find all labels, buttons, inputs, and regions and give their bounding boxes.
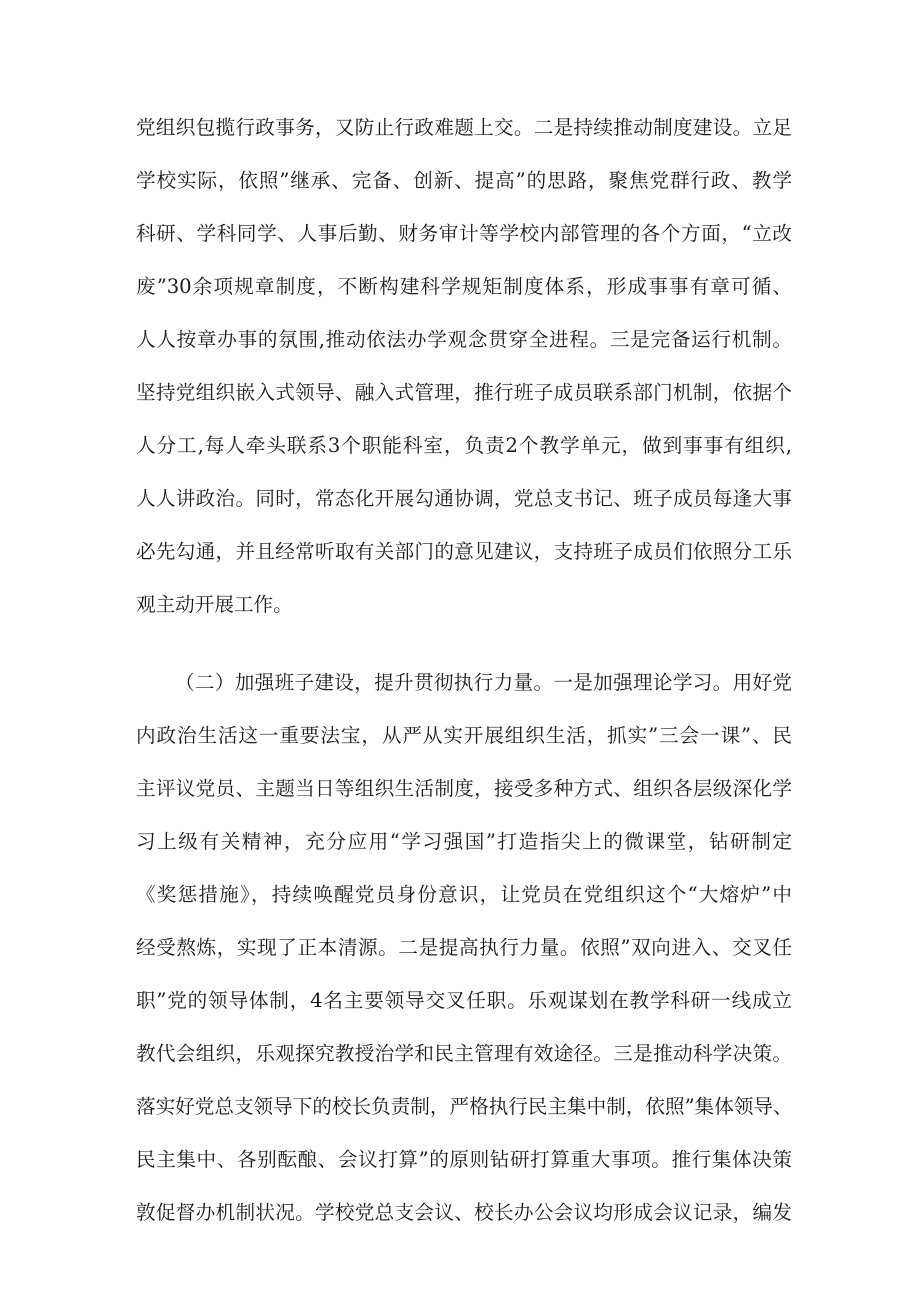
text-line: 习上级有关精神，充分应用“学习强国”打造指尖上的微课堂，钻研制定 xyxy=(136,830,792,853)
text-line: 必先勾通，并且经常听取有关部门的意见建议，支持班子成员们依照分工乐 xyxy=(136,540,792,563)
text-line: 主评议党员、主题当日等组织生活制度，接受多种方式、组织各层级深化学 xyxy=(136,777,792,800)
text-line: 人分工,每人牵头联系3个职能科室，负责2个教学单元，做到事事有组织, xyxy=(136,434,792,457)
text-line: 敦促督办机制状况。学校党总支会议、校长办公会议均形成会议记录，编发 xyxy=(136,1201,792,1224)
text-line: 落实好党总支领导下的校长负责制，严格执行民主集中制，依照”集体领导、 xyxy=(136,1095,793,1118)
text-line: 坚持党组织嵌入式领导、融入式管理，推行班子成员联系部门机制，依据个 xyxy=(136,381,792,404)
text-line: 人人按章办事的氛围,推动依法办学观念贯穿全进程。三是完备运行机制。 xyxy=(136,328,792,351)
text-line: （二）加强班子建设，提升贯彻执行力量。一是加强理论学习。用好党 xyxy=(175,671,792,694)
text-line: 职”党的领导体制，4名主要领导交叉任职。乐观谋划在教学科研一线成立 xyxy=(136,989,792,1012)
text-line: 经受熬炼，实现了正本清源。二是提高执行力量。依照”双向进入、交叉任 xyxy=(136,936,792,959)
text-line: 人人讲政治。同时，常态化开展勾通协调，党总支书记、班子成员每逢大事 xyxy=(136,487,792,510)
text-line: 观主动开展工作。 xyxy=(136,593,293,616)
text-line: 废”30余项规章制度，不断构建科学规矩制度体系，形成事事有章可循、 xyxy=(136,275,792,298)
text-line: 党组织包揽行政事务，又防止行政难题上交。二是持续推动制度建设。立足 xyxy=(136,116,792,139)
text-line: 学校实际，依照”继承、完备、创新、提高”的思路，聚焦党群行政、教学 xyxy=(136,169,792,192)
text-line: 教代会组织，乐观探究教授治学和民主管理有效途径。三是推动科学决策。 xyxy=(136,1042,792,1065)
text-line: 《奖惩措施》，持续唤醒党员身份意识，让党员在党组织这个“大熔炉”中 xyxy=(136,883,792,906)
text-line: 内政治生活这一重要法宝，从严从实开展组织生活，抓实”三会一课”、民 xyxy=(136,724,792,747)
text-line: 科研、学科同学、人事后勤、财务审计等学校内部管理的各个方面，“立改 xyxy=(136,222,792,245)
text-line: 民主集中、各别酝酿、会议打算”的原则钻研打算重大事项。推行集体决策 xyxy=(136,1148,792,1171)
